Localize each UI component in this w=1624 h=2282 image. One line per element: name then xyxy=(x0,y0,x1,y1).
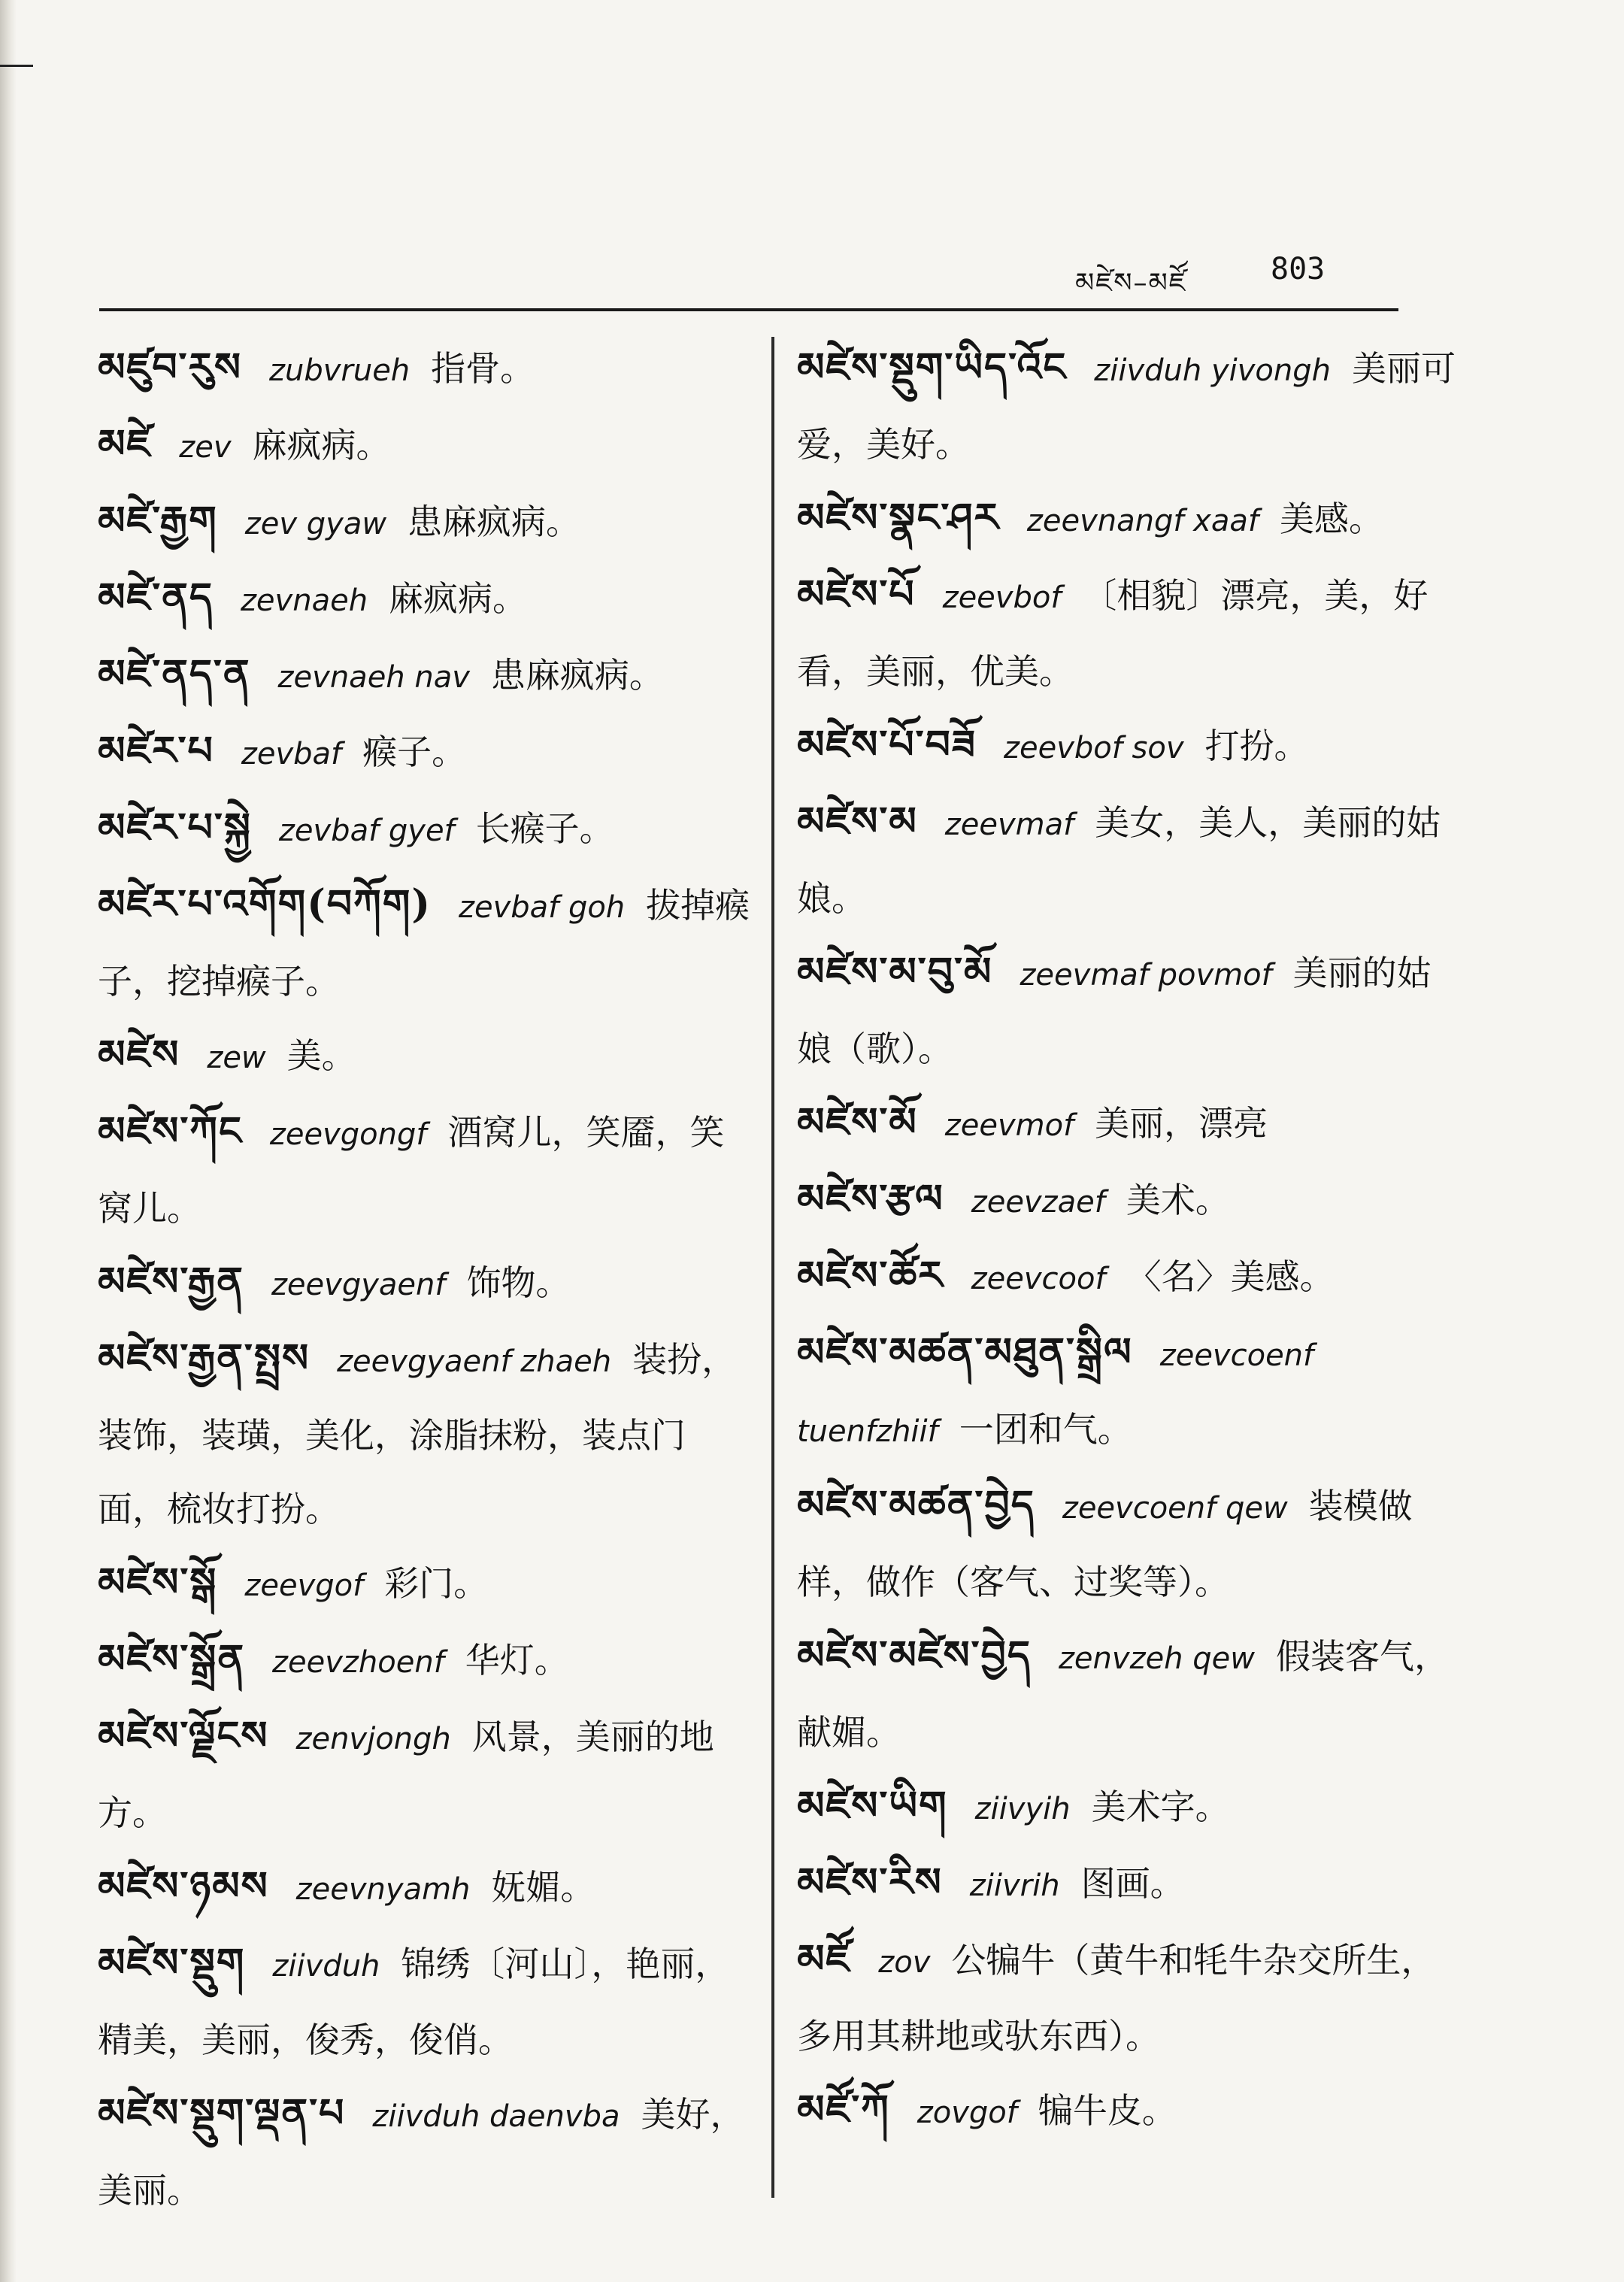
headword-tibetan: མཛེས་སྡུག་ཡིད་འོང xyxy=(797,344,1068,390)
headword-tibetan: མཛེས་པོ་བཟོ xyxy=(797,722,977,768)
dictionary-entry xyxy=(98,561,752,638)
dictionary-entry xyxy=(98,714,752,791)
headword-tibetan: མཛེས་མཚན་མཐུན་སྒྲིལ xyxy=(797,1329,1133,1375)
definition: 妩媚。 xyxy=(491,1867,595,1908)
headword-tibetan: མཛེས་སྡུག་ལྡན་པ xyxy=(98,2090,346,2136)
dictionary-entry xyxy=(98,1095,752,1245)
romanization: ziivduh xyxy=(272,1949,380,1983)
definition: 风景，美丽的地方。 xyxy=(98,1717,714,1833)
romanization: zevbaf xyxy=(241,737,342,771)
romanization: zeevgof xyxy=(244,1568,364,1603)
headword-tibetan: མཛེ་ནད་ན xyxy=(98,651,251,697)
dictionary-entry xyxy=(797,1316,1459,1468)
headword-tibetan: མཛེས་ཉམས xyxy=(98,1863,269,1909)
definition: 拔掉瘊子，挖掉瘊子。 xyxy=(98,885,750,1002)
dictionary-entry xyxy=(98,1926,752,2077)
romanization: zeevcoof xyxy=(971,1262,1106,1296)
romanization: zeevcoenf qew xyxy=(1062,1491,1288,1526)
definition: 美丽的姑娘（歌）。 xyxy=(797,953,1432,1069)
definition: 美女，美人，美丽的姑娘。 xyxy=(797,802,1441,919)
dictionary-entry xyxy=(98,1245,752,1322)
romanization: zenvzeh qew xyxy=(1058,1641,1255,1676)
dictionary-entry xyxy=(797,785,1459,935)
definition: 美感。 xyxy=(1279,499,1383,539)
romanization: zovgof xyxy=(917,2096,1017,2130)
dictionary-entry xyxy=(797,1846,1459,1923)
romanization: zeevzhoenf xyxy=(272,1645,444,1680)
headword-tibetan: མཛེས་ཡིག xyxy=(797,1783,948,1829)
romanization: zeevmaf xyxy=(944,808,1074,842)
definition: 麻疯病。 xyxy=(389,578,528,619)
dictionary-entry xyxy=(797,481,1459,558)
dictionary-entry xyxy=(98,2077,752,2227)
definition: 美术。 xyxy=(1126,1180,1230,1220)
headword-tibetan: མཛེས་སྒྲོན xyxy=(98,1636,246,1682)
definition: 假装客气，献媚。 xyxy=(797,1636,1449,1753)
romanization: zov xyxy=(878,1945,931,1980)
dictionary-entry xyxy=(98,791,752,868)
definition: 美丽可爱，美好。 xyxy=(797,348,1456,465)
romanization: zeevnangf xaaf xyxy=(1026,504,1259,538)
definition: 〔相貌〕漂亮，美，好看，美丽，优美。 xyxy=(797,575,1429,692)
column-divider xyxy=(771,337,774,2198)
headword-tibetan: མཛེས་པོ xyxy=(797,571,916,617)
headword-tibetan: མཛེས xyxy=(98,1032,180,1077)
headword-tibetan: མཛོ་ཀོ xyxy=(797,2087,890,2132)
romanization: ziivduh yivongh xyxy=(1094,353,1331,388)
headword-tibetan: མཛེར་པ་སྐྱེ xyxy=(98,805,252,850)
dictionary-entry xyxy=(98,1546,752,1623)
headword-tibetan: མཛེར་པ xyxy=(98,728,214,774)
headword-tibetan: མཛེས་རྒྱན་སྤྲས xyxy=(98,1335,311,1381)
headword-tibetan: མཛེར་པ་འགོག(བཀོག) xyxy=(98,881,432,927)
headword-tibetan: མཛེས་མ xyxy=(797,799,918,844)
definition: 美术字。 xyxy=(1091,1787,1230,1827)
dictionary-entry xyxy=(98,1699,752,1850)
romanization: zeevgyaenf zhaeh xyxy=(337,1344,612,1379)
romanization: zeevzaef xyxy=(971,1185,1105,1220)
definition: 患麻疯病。 xyxy=(408,502,581,542)
scan-edge-mark xyxy=(0,65,33,67)
romanization: zev gyaw xyxy=(244,507,387,541)
dictionary-entry xyxy=(797,1468,1459,1619)
dictionary-entry xyxy=(797,1162,1459,1239)
dictionary-entry xyxy=(797,1769,1459,1846)
dictionary-entry xyxy=(797,331,1459,481)
definition: 打扮。 xyxy=(1204,726,1309,766)
romanization: zevbaf goh xyxy=(458,890,626,925)
romanization: zeevnyamh xyxy=(295,1872,471,1907)
headword-tibetan: མཛེས་ཀོང xyxy=(98,1108,243,1154)
headword-tibetan: མཛེས་རྒྱན xyxy=(98,1259,244,1305)
romanization: zeevcoenf tuenfzhiif xyxy=(797,1338,1314,1449)
definition: 美丽，漂亮 xyxy=(1095,1103,1268,1144)
definition: 长瘊子。 xyxy=(475,808,614,849)
romanization: zevnaeh xyxy=(240,583,368,618)
romanization: zubvrueh xyxy=(268,353,411,388)
headword-tibetan: མཛོ xyxy=(797,1936,852,1982)
romanization: zeevbof xyxy=(942,580,1062,615)
romanization: zeevmaf povmof xyxy=(1020,958,1272,993)
left-column xyxy=(98,331,752,2227)
page-number: 803 xyxy=(1271,252,1326,286)
dictionary-entry xyxy=(98,868,752,1018)
headword-tibetan: མཛེས་ཚོར xyxy=(797,1253,944,1299)
romanization: zeevbof sov xyxy=(1003,731,1184,765)
definition: 患麻疯病。 xyxy=(490,655,664,696)
definition: 华灯。 xyxy=(465,1640,569,1680)
headword-tibetan: མཛེ xyxy=(98,421,153,467)
dictionary-entry xyxy=(797,935,1459,1086)
definition: 公犏牛（黄牛和牦牛杂交所生，多用其耕地或驮东西）。 xyxy=(797,1940,1436,2056)
definition: 犏牛皮。 xyxy=(1038,2090,1177,2131)
dictionary-entry xyxy=(797,2073,1459,2150)
running-head: མཛེས–མཛོ xyxy=(1075,268,1187,299)
headword-tibetan: མཛེས་སྣང་ཤར xyxy=(797,495,1000,541)
definition: 美。 xyxy=(286,1035,356,1076)
definition: 图画。 xyxy=(1080,1863,1185,1904)
right-column xyxy=(797,331,1459,2150)
romanization: ziivrih xyxy=(969,1868,1060,1903)
dictionary-entry xyxy=(797,558,1459,708)
romanization: zevbaf gyef xyxy=(278,814,455,848)
romanization: zenvjongh xyxy=(295,1722,451,1756)
scan-edge-shadow xyxy=(0,0,17,2282)
headword-tibetan: མཛེས་ལྗོངས xyxy=(98,1713,269,1759)
romanization: zev xyxy=(179,430,232,465)
dictionary-entry xyxy=(98,1018,752,1095)
dictionary-entry xyxy=(98,1322,752,1546)
headword-tibetan: མཛེས་མཛེས་བྱེད xyxy=(797,1632,1032,1678)
romanization: zevnaeh nav xyxy=(277,660,470,695)
dictionary-entry xyxy=(98,408,752,484)
definition: 酒窝儿，笑靥，笑窝儿。 xyxy=(98,1112,725,1229)
dictionary-entry xyxy=(797,1239,1459,1316)
headword-tibetan: མཛུབ་རུས xyxy=(98,344,242,390)
romanization: zeevgongf xyxy=(269,1117,427,1152)
dictionary-entry xyxy=(98,1623,752,1699)
definition: 指骨。 xyxy=(431,348,535,389)
header-rule xyxy=(99,308,1398,311)
definition: 饰物。 xyxy=(466,1262,571,1303)
headword-tibetan: མཛེ་རྒྱག xyxy=(98,498,218,544)
definition: 彩门。 xyxy=(384,1563,489,1604)
dictionary-entry xyxy=(98,331,752,408)
definition: 装扮，装饰，装璜，美化，涂脂抹粉，装点门面，梳妆打扮。 xyxy=(98,1339,737,1529)
headword-tibetan: མཛེས་རིས xyxy=(797,1859,943,1905)
headword-tibetan: མཛེས་མཚན་བྱེད xyxy=(797,1482,1035,1528)
dictionary-entry xyxy=(797,1086,1459,1162)
romanization: zeevgyaenf xyxy=(271,1268,446,1302)
definition: 装模做样，做作（客气、过奖等）。 xyxy=(797,1486,1413,1602)
headword-tibetan: མཛེས་མོ xyxy=(797,1099,918,1145)
dictionary-entry xyxy=(797,1923,1459,2073)
dictionary-entry xyxy=(797,1619,1459,1769)
dictionary-entry xyxy=(98,1850,752,1926)
headword-tibetan: མཛེ་ནད xyxy=(98,574,214,620)
headword-tibetan: མཛེས་སྡུག xyxy=(98,1940,246,1986)
headword-tibetan: མཛེས་རྩལ xyxy=(797,1176,944,1222)
dictionary-entry xyxy=(797,708,1459,785)
headword-tibetan: མཛེས་སྒོ xyxy=(98,1559,218,1605)
definition: 一团和气。 xyxy=(959,1409,1132,1450)
romanization: zeevmof xyxy=(944,1108,1074,1143)
definition: 〈名〉美感。 xyxy=(1126,1256,1335,1297)
definition: 瘊子。 xyxy=(362,732,467,772)
definition: 美好，美丽。 xyxy=(98,2094,745,2211)
romanization: ziivduh daenvba xyxy=(372,2099,620,2134)
headword-tibetan: མཛེས་མ་བུ་མོ xyxy=(797,949,993,995)
definition: 麻疯病。 xyxy=(252,425,391,465)
definition: 锦绣〔河山〕，艳丽，精美，美丽，俊秀，俊俏。 xyxy=(98,1944,730,2060)
dictionary-entry xyxy=(98,638,752,714)
romanization: ziivyih xyxy=(974,1792,1071,1826)
dictionary-entry xyxy=(98,484,752,561)
romanization: zew xyxy=(207,1041,266,1075)
